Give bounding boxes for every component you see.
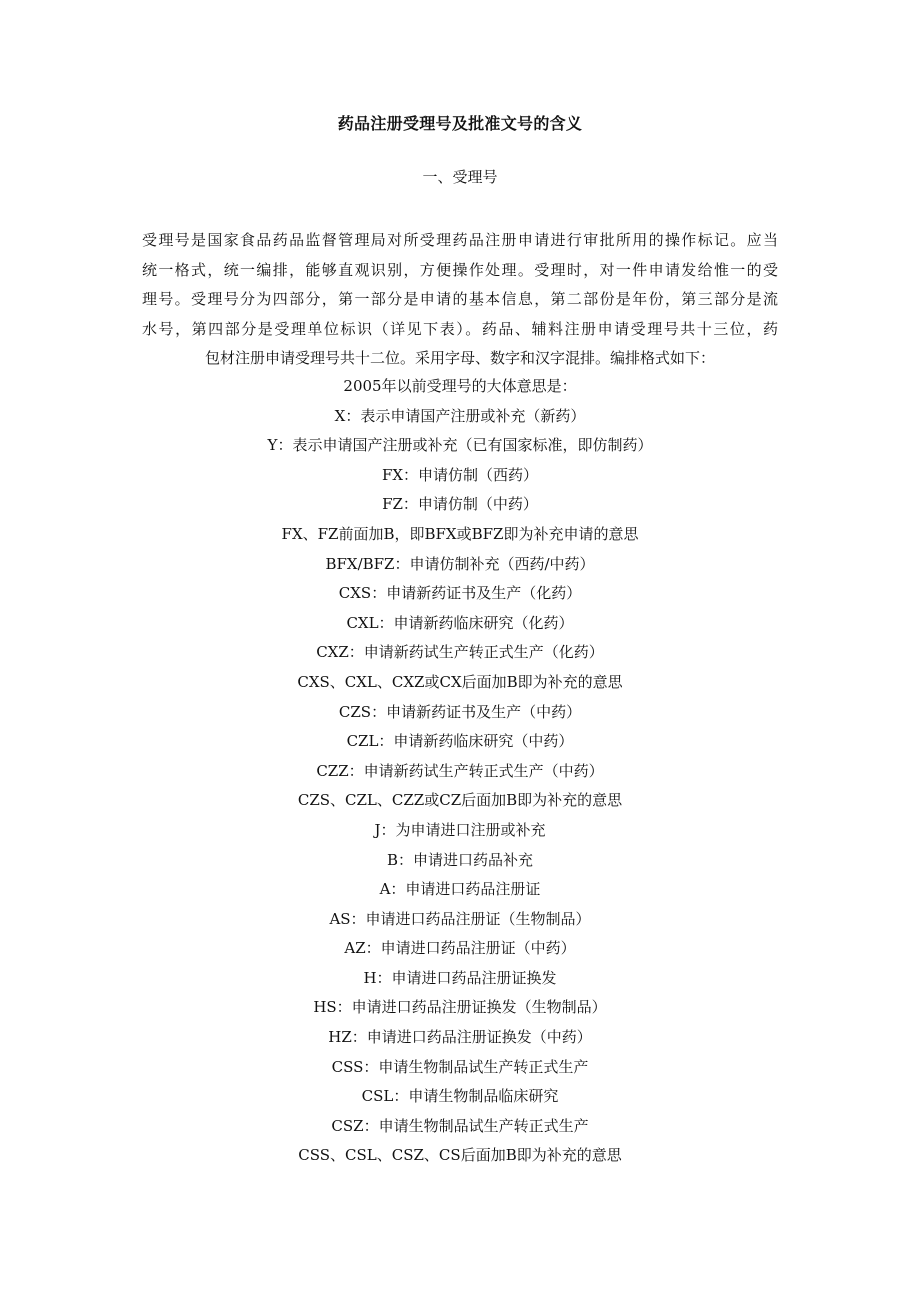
intro-line: 水号，第四部分是受理单位标识（详见下表）。药品、辅料注册申请受理号共十三位，药 <box>142 319 778 338</box>
intro-paragraph <box>142 226 778 374</box>
list-item: A：申请进口药品注册证 <box>379 880 541 899</box>
list-item: CSS：申请生物制品试生产转正式生产 <box>331 1057 589 1076</box>
intro-line: 包材注册申请受理号共十二位。采用字母、数字和汉字混排。编排格式如下： <box>204 349 715 368</box>
list-item: J：为申请进口注册或补充 <box>374 820 546 839</box>
page-title: 药品注册受理号及批准文号的含义 <box>337 114 583 133</box>
list-item: BFX/BFZ：申请仿制补充（西药/中药） <box>325 554 595 573</box>
list-item: B：申请进口药品补充 <box>386 850 534 869</box>
intro-line: 统一格式，统一编排，能够直观识别，方便操作处理。受理时，对一件申请发给惟一的受 <box>142 260 778 279</box>
list-item: FX、FZ前面加B，即BFX或BFZ即为补充申请的意思 <box>281 524 639 543</box>
list-item: Y：表示申请国产注册或补充（已有国家标准，即仿制药） <box>267 436 653 455</box>
list-item: CSZ：申请生物制品试生产转正式生产 <box>331 1116 589 1135</box>
list-item: CZS、CZL、CZZ或CZ后面加B即为补充的意思 <box>297 791 623 810</box>
list-item: CZL：申请新药临床研究（中药） <box>346 732 574 751</box>
list-item: CZZ：申请新药试生产转正式生产（中药） <box>316 761 604 780</box>
list-item: CXZ：申请新药试生产转正式生产（化药） <box>316 643 604 662</box>
list-item: CZS：申请新药证书及生产（中药） <box>338 702 582 721</box>
list-item: HZ：申请进口药品注册证换发（中药） <box>328 1028 592 1047</box>
list-item: CXL：申请新药临床研究（化药） <box>346 613 574 632</box>
list-item: CXS：申请新药证书及生产（化药） <box>338 584 582 603</box>
list-item: CSS、CSL、CSZ、CS后面加B即为补充的意思 <box>298 1146 622 1165</box>
list-item: FX：申请仿制（西药） <box>381 465 539 484</box>
list-item: CSL：申请生物制品临床研究 <box>361 1087 559 1106</box>
list-item: 2005年以前受理号的大体意思是： <box>343 377 577 395</box>
list-item: X：表示申请国产注册或补充（新药） <box>334 406 586 425</box>
list-item: CXS、CXL、CXZ或CX后面加B即为补充的意思 <box>297 672 623 691</box>
section-heading: 一、受理号 <box>422 168 498 186</box>
list-item: HS：申请进口药品注册证换发（生物制品） <box>313 998 607 1017</box>
intro-line: 受理号是国家食品药品监督管理局对所受理药品注册申请进行审批所用的操作标记。应当 <box>142 231 778 249</box>
intro-line: 理号。受理号分为四部分，第一部分是申请的基本信息，第二部份是年份，第三部分是流 <box>142 290 778 309</box>
list-item: AS：申请进口药品注册证（生物制品） <box>329 909 591 928</box>
list-item: AZ：申请进口药品注册证（中药） <box>344 939 576 958</box>
list-item: FZ：申请仿制（中药） <box>382 495 538 514</box>
code-meaning-list <box>0 372 920 1171</box>
list-item: H：申请进口药品注册证换发 <box>363 968 557 987</box>
